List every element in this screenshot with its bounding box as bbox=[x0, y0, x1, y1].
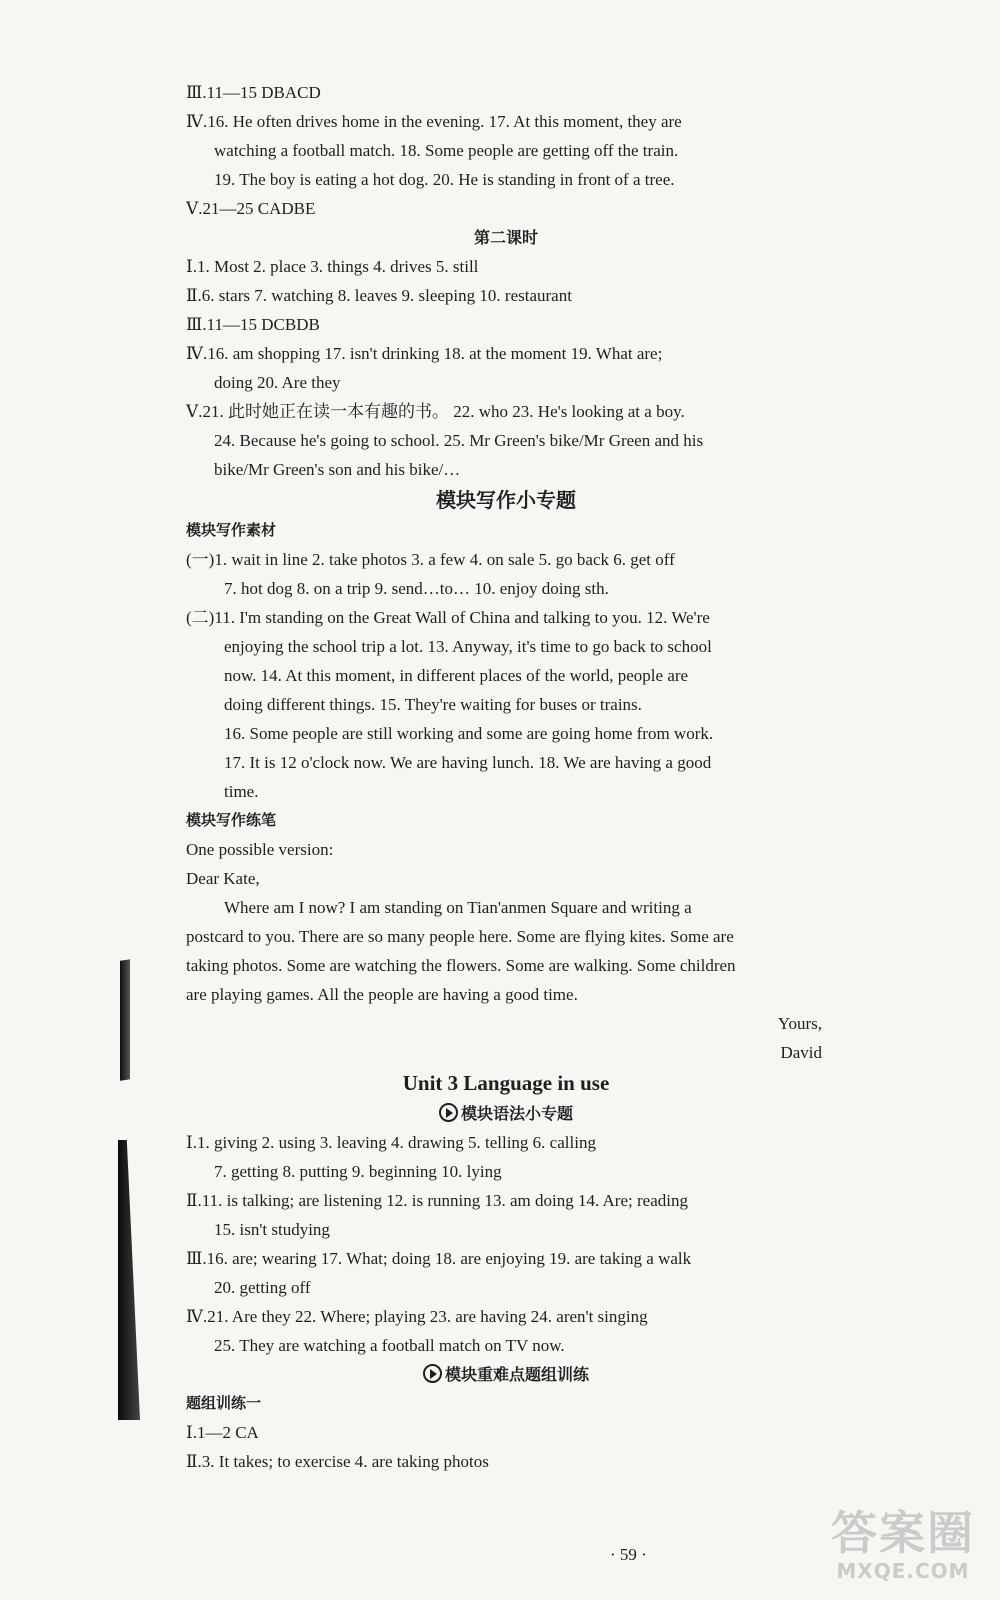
section-heading bbox=[186, 1099, 826, 1128]
essay-line: Dear Kate, bbox=[186, 869, 260, 888]
answer-line: time. bbox=[224, 782, 259, 801]
answer-line: Ⅱ.3. It takes; to exercise 4. are taking photos bbox=[186, 1452, 489, 1471]
answer-line: 24. Because he's going to school. 25. Mr Green's bike/Mr Green and his bbox=[214, 431, 704, 450]
answer-line: Ⅱ.6. stars 7. watching 8. leaves 9. sleeping 10. restaurant bbox=[186, 286, 572, 305]
essay-closing: Yours, bbox=[777, 1014, 822, 1033]
section-heading-text: 模块重难点题组训练 bbox=[444, 1365, 589, 1384]
arrow-circle-icon bbox=[439, 1103, 458, 1122]
answer-line: Ⅳ.16. He often drives home in the evening. 17. At this moment, they are bbox=[186, 112, 682, 131]
essay-signature: David bbox=[780, 1043, 822, 1062]
answer-line: doing 20. Are they bbox=[214, 373, 341, 392]
section-heading: 第二课时 bbox=[473, 228, 538, 247]
answer-line: 7. getting 8. putting 9. beginning 10. lying bbox=[214, 1162, 502, 1181]
watermark-logo bbox=[818, 1506, 988, 1586]
watermark-text: 答案圈 bbox=[831, 1506, 975, 1560]
answer-line: bike/Mr Green's son and his bike/… bbox=[214, 460, 461, 479]
answer-line: Ⅲ.11—15 DCBDB bbox=[186, 315, 320, 334]
answer-line: 20. getting off bbox=[214, 1278, 311, 1297]
answer-line: doing different things. 15. They're waiting for buses or trains. bbox=[224, 695, 642, 714]
answer-line: Ⅲ.11—15 DBACD bbox=[186, 83, 321, 102]
essay-line: postcard to you. There are so many people here. Some are flying kites. Some are bbox=[186, 927, 734, 946]
answer-line: (二)11. I'm standing on the Great Wall of China and talking to you. 12. We're bbox=[186, 608, 710, 627]
answer-line: Ⅰ.1—2 CA bbox=[186, 1423, 259, 1442]
subsection-label: 模块写作素材 bbox=[186, 521, 277, 539]
page-number: · 59 · bbox=[610, 1545, 647, 1564]
answer-line: Ⅱ.11. is talking; are listening 12. is running 13. am doing 14. Are; reading bbox=[186, 1191, 688, 1210]
answer-line: 7. hot dog 8. on a trip 9. send…to… 10. enjoy doing sth. bbox=[224, 579, 609, 598]
scan-edge-shadow bbox=[118, 1140, 140, 1420]
answer-line: (一)1. wait in line 2. take photos 3. a few 4. on sale 5. go back 6. get off bbox=[186, 550, 675, 569]
answer-line: Ⅲ.16. are; wearing 17. What; doing 18. are enjoying 19. are taking a walk bbox=[186, 1249, 692, 1268]
answer-line: 25. They are watching a football match on TV now. bbox=[214, 1336, 565, 1355]
essay-line: are playing games. All the people are having a good time. bbox=[186, 985, 578, 1004]
answer-line: 19. The boy is eating a hot dog. 20. He is standing in front of a tree. bbox=[214, 170, 675, 189]
answer-line: Ⅴ.21. 此时她正在读一本有趣的书。 22. who 23. He's looking at a boy. bbox=[186, 402, 685, 421]
unit-title: Unit 3 Language in use bbox=[402, 1071, 610, 1095]
arrow-circle-icon bbox=[423, 1364, 442, 1383]
answer-line: 17. It is 12 o'clock now. We are having lunch. 18. We are having a good bbox=[224, 753, 712, 772]
subsection-label: 题组训练一 bbox=[186, 1394, 262, 1412]
section-heading-text: 模块语法小专题 bbox=[460, 1104, 573, 1123]
answer-line: Ⅳ.16. am shopping 17. isn't drinking 18. at the moment 19. What are; bbox=[186, 344, 663, 363]
essay-line: taking photos. Some are watching the flowers. Some are walking. Some children bbox=[186, 956, 736, 975]
watermark-url: MXQE.COM bbox=[836, 1559, 970, 1583]
answer-line: Ⅰ.1. giving 2. using 3. leaving 4. drawing 5. telling 6. calling bbox=[186, 1133, 596, 1152]
essay-line: Where am I now? I am standing on Tian'anmen Square and writing a bbox=[224, 898, 692, 917]
section-heading bbox=[186, 1360, 826, 1389]
subsection-label: 模块写作练笔 bbox=[186, 811, 277, 829]
answer-line: Ⅴ.21—25 CADBE bbox=[186, 199, 316, 218]
answer-line: Ⅳ.21. Are they 22. Where; playing 23. are having 24. aren't singing bbox=[186, 1307, 648, 1326]
scan-edge-shadow bbox=[120, 959, 130, 1080]
answer-line: 16. Some people are still working and some are going home from work. bbox=[224, 724, 714, 743]
answer-line: watching a football match. 18. Some people are getting off the train. bbox=[214, 141, 679, 160]
answer-line: 15. isn't studying bbox=[214, 1220, 330, 1239]
section-title: 模块写作小专题 bbox=[436, 488, 576, 512]
essay-line: One possible version: bbox=[186, 840, 334, 859]
answer-line: enjoying the school trip a lot. 13. Anyway, it's time to go back to school bbox=[224, 637, 712, 656]
answer-line: Ⅰ.1. Most 2. place 3. things 4. drives 5. still bbox=[186, 257, 479, 276]
answer-line: now. 14. At this moment, in different places of the world, people are bbox=[224, 666, 689, 685]
page-content bbox=[186, 78, 826, 1476]
